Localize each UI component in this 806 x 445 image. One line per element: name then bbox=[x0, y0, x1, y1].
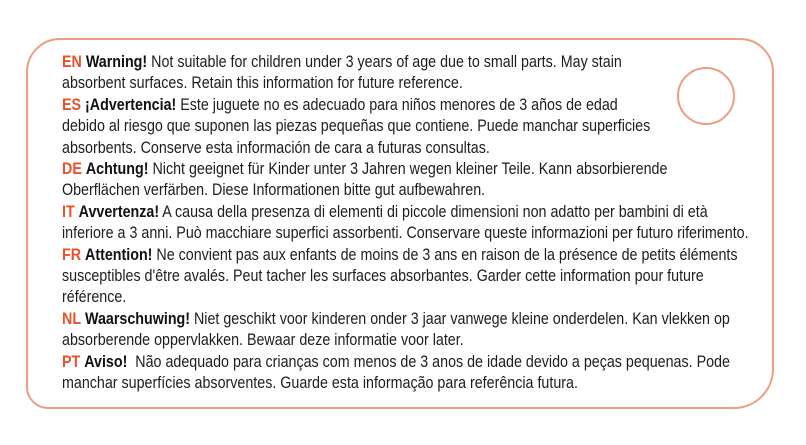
warning-line bbox=[62, 51, 784, 72]
language-code: NL bbox=[62, 308, 82, 328]
language-code: FR bbox=[62, 244, 82, 264]
warning-text-segment: Não adequado para crianças com menos de 3 anos de idade devido a peças pequenas. Pode bbox=[131, 351, 730, 371]
warning-title: Attention! bbox=[85, 244, 153, 264]
warning-text-segment: Ne convient pas aux enfants de moins de 3 ans en raison de la présence de petits éléments bbox=[156, 244, 738, 264]
warning-line bbox=[62, 308, 784, 329]
warning-line bbox=[62, 222, 784, 243]
language-code: PT bbox=[62, 351, 81, 371]
warning-text-segment: Este juguete no es adecuado para niños menores de 3 años de edad bbox=[180, 94, 618, 114]
warning-line bbox=[62, 265, 784, 286]
warning-text-segment: Nicht geeignet für Kinder unter 3 Jahren wegen kleiner Teile. Kann absorbierende bbox=[152, 159, 668, 179]
warning-text-segment: référence. bbox=[62, 287, 127, 307]
warning-text-segment: susceptibles d'être avalés. Peut tacher les surfaces absorbantes. Garder cette information pour future bbox=[62, 266, 704, 286]
warning-tag bbox=[26, 38, 774, 409]
warning-line bbox=[62, 351, 784, 372]
warning-title: ¡Advertencia! bbox=[85, 94, 177, 114]
warning-text-segment: A causa della presenza di elementi di piccole dimensioni non adatto per bambini di età bbox=[162, 201, 708, 221]
warning-line bbox=[62, 286, 784, 307]
warning-line bbox=[62, 329, 784, 350]
warning-title: Aviso! bbox=[84, 351, 128, 371]
language-code: IT bbox=[62, 201, 75, 221]
warning-text-block bbox=[62, 51, 784, 394]
warning-line bbox=[62, 372, 784, 393]
warning-text-segment: inferiore a 3 anni. Può macchiare superfici assorbenti. Conservare queste informazioni per futuro riferimento. bbox=[62, 223, 749, 243]
language-code: ES bbox=[62, 94, 82, 114]
warning-line bbox=[62, 72, 784, 93]
warning-title: Avvertenza! bbox=[78, 201, 160, 221]
warning-text-segment: absorbents. Conserve esta información de cara a futuras consultas. bbox=[62, 137, 490, 157]
warning-text-segment: absorberende oppervlakken. Bewaar deze informatie voor later. bbox=[62, 330, 464, 350]
warning-line bbox=[62, 244, 784, 265]
warning-text-segment: Not suitable for children under 3 years of age due to small parts. May stain bbox=[151, 52, 622, 71]
warning-text-segment: debido al riesgo que suponen las piezas pequeñas que contiene. Puede manchar superficies bbox=[62, 116, 651, 136]
warning-text-segment: Niet geschikt voor kinderen onder 3 jaar vanwege kleine onderdelen. Kan vlekken op bbox=[193, 308, 730, 328]
warning-title: Warning! bbox=[85, 52, 148, 71]
warning-line bbox=[62, 201, 784, 222]
warning-line bbox=[62, 158, 784, 179]
warning-line bbox=[62, 115, 784, 136]
warning-line bbox=[62, 137, 784, 158]
warning-text-segment: absorbent surfaces. Retain this information for future reference. bbox=[62, 73, 463, 93]
warning-text-segment: Oberflächen verfärben. Diese Informationen bitte gut aufbewahren. bbox=[62, 180, 486, 200]
warning-line bbox=[62, 179, 784, 200]
warning-text-segment: manchar superfícies absorventes. Guarde esta informação para referência futura. bbox=[62, 373, 578, 393]
language-code: DE bbox=[62, 159, 82, 179]
warning-title: Achtung! bbox=[85, 159, 149, 179]
warning-title: Waarschuwing! bbox=[85, 308, 191, 328]
language-code: EN bbox=[62, 52, 82, 71]
warning-line bbox=[62, 94, 784, 115]
